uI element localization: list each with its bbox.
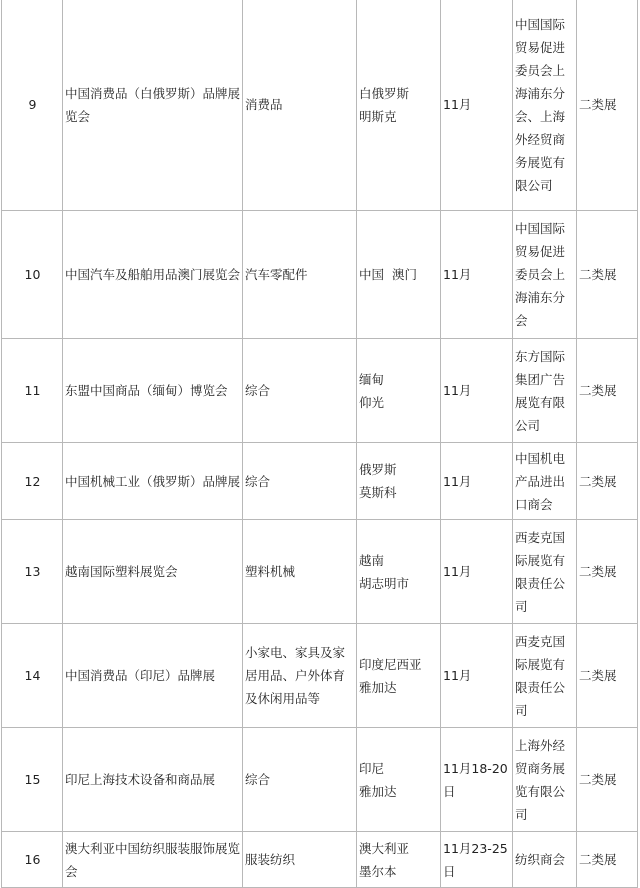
- exhibition-type: 二类展: [577, 0, 638, 211]
- location-country: 俄罗斯: [359, 462, 397, 477]
- exhibition-date: 11月: [441, 211, 513, 339]
- location-city: 莫斯科: [359, 485, 397, 500]
- exhibition-location: [357, 443, 441, 520]
- row-number: 13: [2, 520, 63, 624]
- exhibit-category: 服装纺织: [243, 832, 357, 888]
- exhibition-table: [1, 0, 638, 888]
- location-city: 雅加达: [359, 679, 397, 695]
- exhibition-location: [357, 211, 441, 339]
- exhibition-type: 二类展: [577, 728, 638, 832]
- organizer: 中国国际贸易促进委员会上海浦东分会: [513, 211, 577, 339]
- location-country: 中国 澳门: [359, 267, 417, 282]
- table-row: [2, 211, 638, 339]
- location-city: 明斯克: [359, 108, 397, 124]
- exhibition-name: 中国消费品（白俄罗斯）品牌展览会: [63, 0, 243, 211]
- organizer: 纺织商会: [513, 832, 577, 888]
- organizer: 西麦克国际展览有限责任公司: [513, 520, 577, 624]
- exhibit-category: 消费品: [243, 0, 357, 211]
- location-country: 越南: [359, 552, 385, 568]
- row-number: 12: [2, 443, 63, 520]
- exhibit-category: 综合: [243, 339, 357, 443]
- organizer: 东方国际集团广告展览有限公司: [513, 339, 577, 443]
- location-city: 仰光: [359, 394, 385, 410]
- exhibition-name: 越南国际塑料展览会: [63, 520, 243, 624]
- row-number: 9: [2, 0, 63, 211]
- location-country: 印度尼西亚: [359, 656, 422, 672]
- table-row: [2, 728, 638, 832]
- exhibition-name: 中国消费品（印尼）品牌展: [63, 624, 243, 728]
- exhibition-location: [357, 339, 441, 443]
- exhibition-name: 澳大利亚中国纺织服装服饰展览会: [63, 832, 243, 888]
- exhibit-category: 汽车零配件: [243, 211, 357, 339]
- location-country: 白俄罗斯: [359, 85, 410, 101]
- exhibition-date: 11月: [441, 520, 513, 624]
- row-number: 11: [2, 339, 63, 443]
- row-number: 14: [2, 624, 63, 728]
- exhibit-category: 综合: [243, 728, 357, 832]
- organizer: 西麦克国际展览有限责任公司: [513, 624, 577, 728]
- row-number: 10: [2, 211, 63, 339]
- exhibition-date: 11月: [441, 339, 513, 443]
- table-row: [2, 624, 638, 728]
- table-row: [2, 339, 638, 443]
- location-city: 胡志明市: [359, 575, 410, 591]
- exhibition-date: 11月: [441, 443, 513, 520]
- organizer: 上海外经贸商务展览有限公司: [513, 728, 577, 832]
- exhibition-date: 11月23-25日: [441, 832, 513, 888]
- exhibition-date: 11月: [441, 0, 513, 211]
- organizer: 中国国际贸易促进委员会上海浦东分会、上海外经贸商务展览有限公司: [513, 0, 577, 211]
- table-row: [2, 520, 638, 624]
- exhibit-category: 综合: [243, 443, 357, 520]
- exhibition-name: 东盟中国商品（缅甸）博览会: [63, 339, 243, 443]
- row-number: 16: [2, 832, 63, 888]
- exhibition-date: 11月: [441, 624, 513, 728]
- exhibition-type: 二类展: [577, 443, 638, 520]
- exhibition-date: 11月18-20日: [441, 728, 513, 832]
- exhibition-location: [357, 832, 441, 888]
- row-number: 15: [2, 728, 63, 832]
- exhibition-type: 二类展: [577, 624, 638, 728]
- exhibition-name: 中国汽车及船舶用品澳门展览会: [63, 211, 243, 339]
- exhibition-location: [357, 728, 441, 832]
- table-row: [2, 832, 638, 888]
- organizer: 中国机电产品进出口商会: [513, 443, 577, 520]
- table-row: [2, 0, 638, 211]
- exhibition-name: 印尼上海技术设备和商品展: [63, 728, 243, 832]
- location-country: 印尼: [359, 760, 385, 776]
- location-country: 缅甸: [359, 371, 385, 387]
- table-row: [2, 443, 638, 520]
- exhibition-type: 二类展: [577, 211, 638, 339]
- location-country: 澳大利亚: [359, 840, 410, 856]
- location-city: 墨尔本: [359, 863, 397, 879]
- exhibit-category: 小家电、家具及家居用品、户外体育及休闲用品等: [243, 624, 357, 728]
- exhibition-location: [357, 624, 441, 728]
- exhibition-type: 二类展: [577, 832, 638, 888]
- location-city: 雅加达: [359, 783, 397, 799]
- exhibition-location: [357, 0, 441, 211]
- exhibition-type: 二类展: [577, 520, 638, 624]
- exhibition-name: 中国机械工业（俄罗斯）品牌展: [63, 443, 243, 520]
- exhibition-location: [357, 520, 441, 624]
- exhibit-category: 塑料机械: [243, 520, 357, 624]
- exhibition-type: 二类展: [577, 339, 638, 443]
